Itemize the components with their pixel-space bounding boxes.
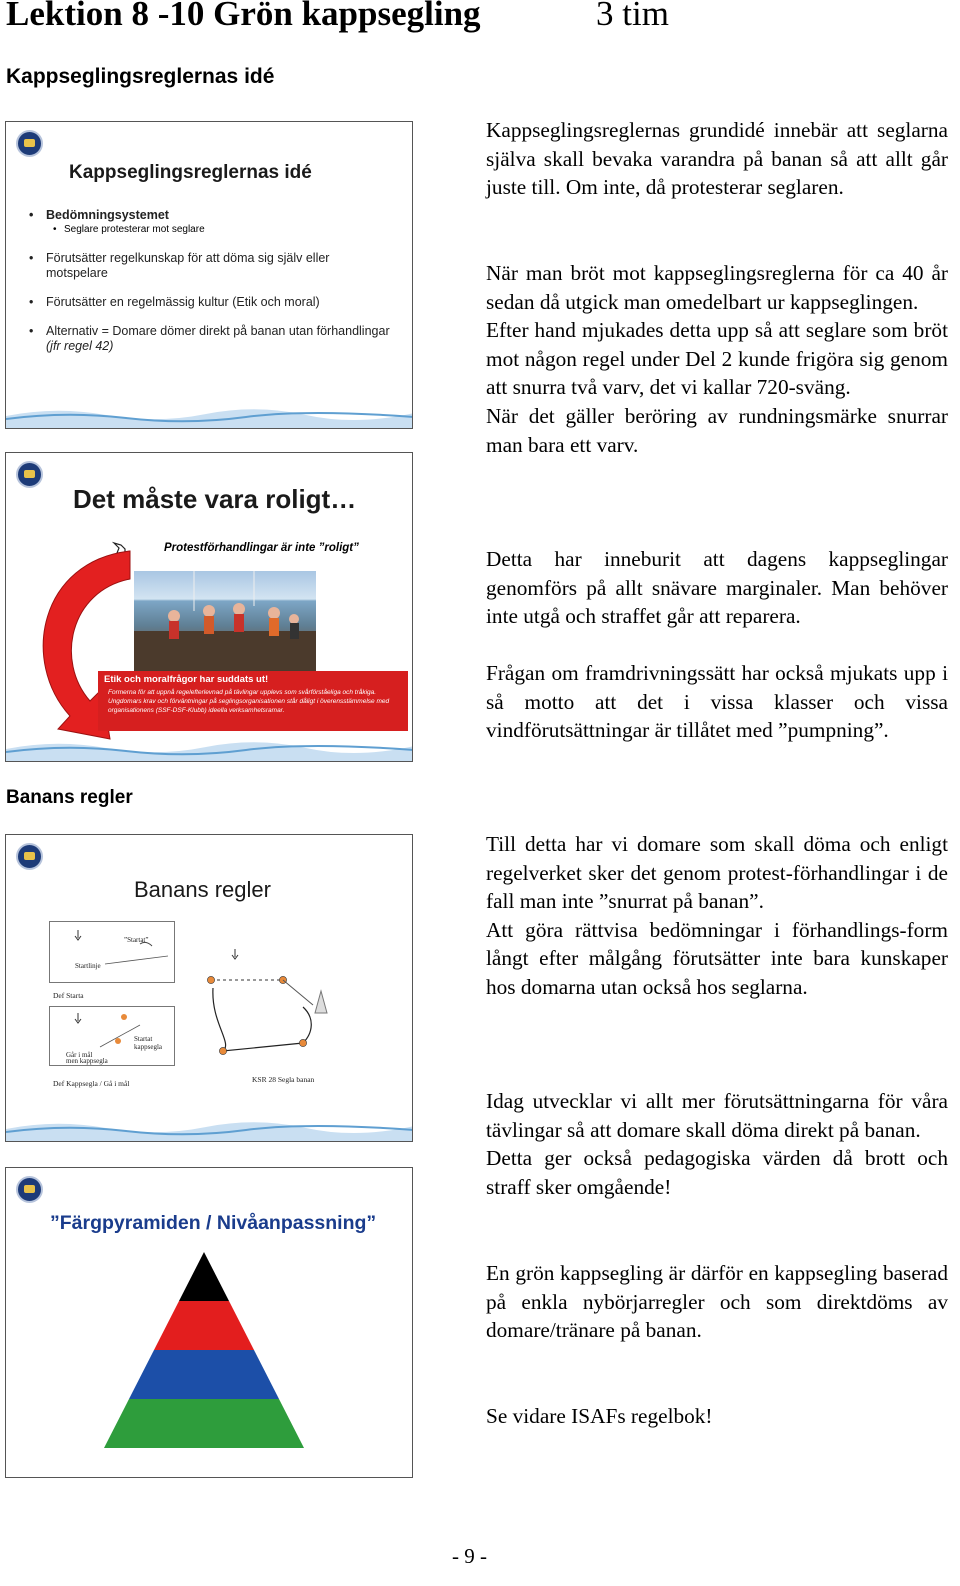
pyramid-level-3 [129, 1350, 279, 1399]
bullet-item [26, 324, 392, 354]
section-heading-idea: Kappseglingsreglernas idé [6, 65, 275, 88]
text-block-green-regatta [486, 1259, 948, 1345]
club-logo-icon [16, 461, 43, 488]
ksr-caption: KSR 28 Segla banan [252, 1075, 315, 1084]
pyramid-level-2 [154, 1301, 254, 1350]
text-block-margins [486, 545, 948, 631]
sub-bullet-item: • Seglare protesterar mot seglare [26, 223, 392, 237]
paragraph: Frågan om framdrivningssätt har också mjukats upp i så motto att det i vissa klasser och vissa vindförutsättningar är tillåtet med ”pumpning”. [486, 661, 948, 743]
text-block-propulsion [486, 659, 948, 745]
section-heading-course: Banans regler [6, 787, 133, 808]
paragraph: Idag utvecklar vi allt mer förutsättningarna för våra tävlingar så att domare skall döma direkt på banan. [486, 1089, 948, 1142]
lesson-title: Lektion 8 -10 Grön kappsegling [6, 0, 481, 33]
ethics-banner [98, 671, 408, 731]
text-block-history [486, 259, 948, 459]
banner-line: Formerna för att uppnå regelefterlevnad på tävlingar upplevs som svårförståeliga och tråkiga. [108, 689, 377, 696]
def-racing-caption: Def Kappsegla / Gå i mål [53, 1079, 130, 1088]
paragraph: Att göra rättvisa bedömningar i förhandlings-form långt efter målgång förutsätter inte bara kunskaper hos domarna utan också hos seglarna. [486, 917, 948, 999]
banner-title: Etik och moralfrågor har suddats ut! [104, 674, 269, 685]
start-line-label: Startlinje [75, 962, 101, 970]
bullet-list [26, 208, 392, 368]
start-diagram [49, 921, 175, 983]
paragraph: Efter hand mjukades detta upp så att seglare som bröt mot någon regel under Del 2 kunde frigöra sig genom att snurra två varv, det vi kallar 720-sväng. [486, 318, 948, 400]
pyramid-level-1 [179, 1252, 229, 1301]
bullet-reference: (jfr regel 42) [46, 339, 114, 353]
club-logo-icon [16, 130, 43, 157]
text-block-judges [486, 830, 948, 1002]
paragraph: En grön kappsegling är därför en kappsegling baserad på enkla nybörjarregler och som direktdöms av domare/tränare på banan. [486, 1261, 948, 1343]
slide-course-rules [5, 834, 413, 1142]
paragraph: När det gäller beröring av rundningsmärke snurrar man bara ett varv. [486, 403, 948, 457]
started-label: ”Startat” [124, 936, 149, 944]
paragraph: Detta har inneburit att dagens kappseglingar genomförs på allt snävare marginaler. Man behöver inte utgå och straffet går att reparera. [486, 547, 948, 629]
club-logo-icon [16, 1176, 43, 1203]
water-wave-decoration [6, 398, 413, 428]
banner-line: Ungdomars krav och förväntningar på seglingsorganisationen står dåligt i överensstämmelse med organisationens (SSF-DSF-Klubb) ideella verksamhetsramar. [108, 698, 390, 714]
def-start-caption: Def Starta [53, 991, 84, 1000]
paragraph: Detta ger också pedagogiska värden då brott och straff sker omgående! [486, 1146, 948, 1199]
lesson-duration: 3 tim [596, 0, 669, 33]
slide-rules-idea [5, 121, 413, 429]
page-number: - 9 - [452, 1544, 487, 1568]
paragraph: Till detta har vi domare som skall döma och enligt regelverket sker det genom protest-förhandlingar i de fall man inte ”snurrat på banan”. [486, 832, 948, 914]
slide-title: Det måste vara roligt… [73, 484, 357, 514]
photo-content [134, 571, 316, 671]
text-block-direct-judging [486, 1087, 948, 1201]
page-header [6, 0, 669, 34]
water-wave-decoration [6, 1111, 413, 1141]
bullet-text: Alternativ = Domare dömer direkt på banan utan förhandlingar [46, 324, 390, 338]
slide-must-be-fun [5, 452, 413, 762]
bullet-item: • Bedömningsystemet [26, 208, 392, 223]
slide-title: Kappseglingsreglernas idé [69, 162, 312, 183]
slide-color-pyramid [5, 1167, 413, 1478]
started-racing-label: Startat kappsegla [134, 1035, 162, 1051]
finish-diagram [49, 1006, 175, 1066]
pyramid-level-4 [104, 1399, 304, 1448]
color-pyramid [104, 1252, 304, 1448]
finish-label: Går i mål [66, 1051, 93, 1059]
bullet-item: • Förutsätter en regelmässig kultur (Etik och moral) [26, 295, 392, 310]
slide-title: ”Färgpyramiden / Nivåanpassning” [50, 1212, 377, 1234]
text-block-reference [486, 1402, 948, 1431]
slide-title: Banans regler [134, 877, 271, 902]
sailors-jumping-photo [134, 571, 316, 671]
club-logo-icon [16, 843, 43, 870]
sail-course-diagram [203, 943, 337, 1065]
bullet-item: • Förutsätter regelkunskap för att döma sig själv eller motspelare [26, 251, 392, 281]
start-line-sketch [50, 922, 174, 982]
racing-label: men kappsegla [66, 1057, 108, 1065]
text-block-idea [486, 116, 948, 202]
paragraph: Kappseglingsreglernas grundidé innebär att seglarna själva skall bevaka varandra på banan så att allt går juste till. Om inte, då protesterar seglaren. [486, 118, 948, 200]
paragraph: Se vidare ISAFs regelbok! [486, 1404, 713, 1428]
slide-subtitle: Protestförhandlingar är inte ”roligt” [164, 542, 359, 554]
paragraph: När man bröt mot kappseglingsreglerna för ca 40 år sedan då utgick man omedelbart ur kappseglingen. [486, 261, 948, 314]
water-wave-decoration [6, 731, 413, 761]
